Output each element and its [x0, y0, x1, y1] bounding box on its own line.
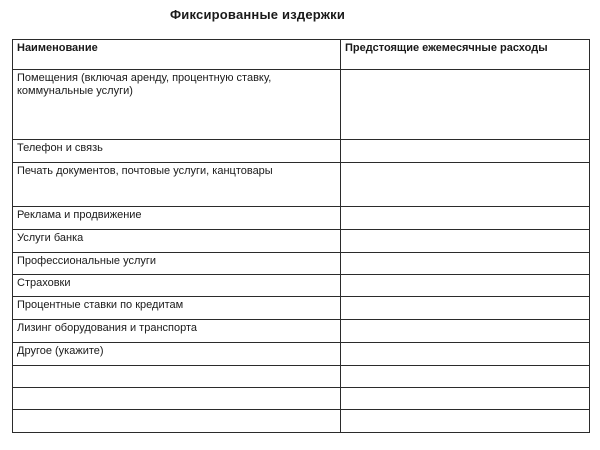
row-label[interactable]	[13, 366, 341, 388]
table-row	[13, 366, 590, 388]
column-header-monthly-expenses: Предстоящие ежемесячные расходы	[341, 40, 590, 70]
fixed-costs-table	[12, 39, 590, 433]
row-label: Лизинг оборудования и транспорта	[13, 320, 341, 343]
row-label: Страховки	[13, 275, 341, 297]
row-label: Другое (укажите)	[13, 343, 341, 366]
expense-cell[interactable]	[341, 388, 590, 410]
row-label[interactable]	[13, 388, 341, 410]
column-header-name: Наименование	[13, 40, 341, 70]
table-row	[13, 275, 590, 297]
expense-cell[interactable]	[341, 207, 590, 230]
table-row	[13, 163, 590, 207]
expense-cell[interactable]	[341, 230, 590, 253]
table-row	[13, 343, 590, 366]
table-row	[13, 320, 590, 343]
table-row	[13, 388, 590, 410]
row-label: Помещения (включая аренду, процентную ставку, коммунальные услуги)	[13, 70, 341, 140]
row-label: Процентные ставки по кредитам	[13, 297, 341, 320]
table-row	[13, 410, 590, 433]
row-label: Профессиональные услуги	[13, 253, 341, 275]
table-row	[13, 230, 590, 253]
expense-cell[interactable]	[341, 275, 590, 297]
row-label: Телефон и связь	[13, 140, 341, 163]
table-row	[13, 297, 590, 320]
row-label[interactable]	[13, 410, 341, 433]
expense-cell[interactable]	[341, 297, 590, 320]
expense-cell[interactable]	[341, 343, 590, 366]
table-row	[13, 70, 590, 140]
expense-cell[interactable]	[341, 253, 590, 275]
table-row	[13, 253, 590, 275]
expense-cell[interactable]	[341, 163, 590, 207]
row-label: Реклама и продвижение	[13, 207, 341, 230]
expense-cell[interactable]	[341, 410, 590, 433]
table-row	[13, 207, 590, 230]
expense-cell[interactable]	[341, 70, 590, 140]
expense-cell[interactable]	[341, 366, 590, 388]
expense-cell[interactable]	[341, 140, 590, 163]
table-header-row	[13, 40, 590, 70]
row-label: Услуги банка	[13, 230, 341, 253]
row-label: Печать документов, почтовые услуги, канцтовары	[13, 163, 341, 207]
table-row	[13, 140, 590, 163]
expense-cell[interactable]	[341, 320, 590, 343]
page-title: Фиксированные издержки	[170, 7, 346, 22]
